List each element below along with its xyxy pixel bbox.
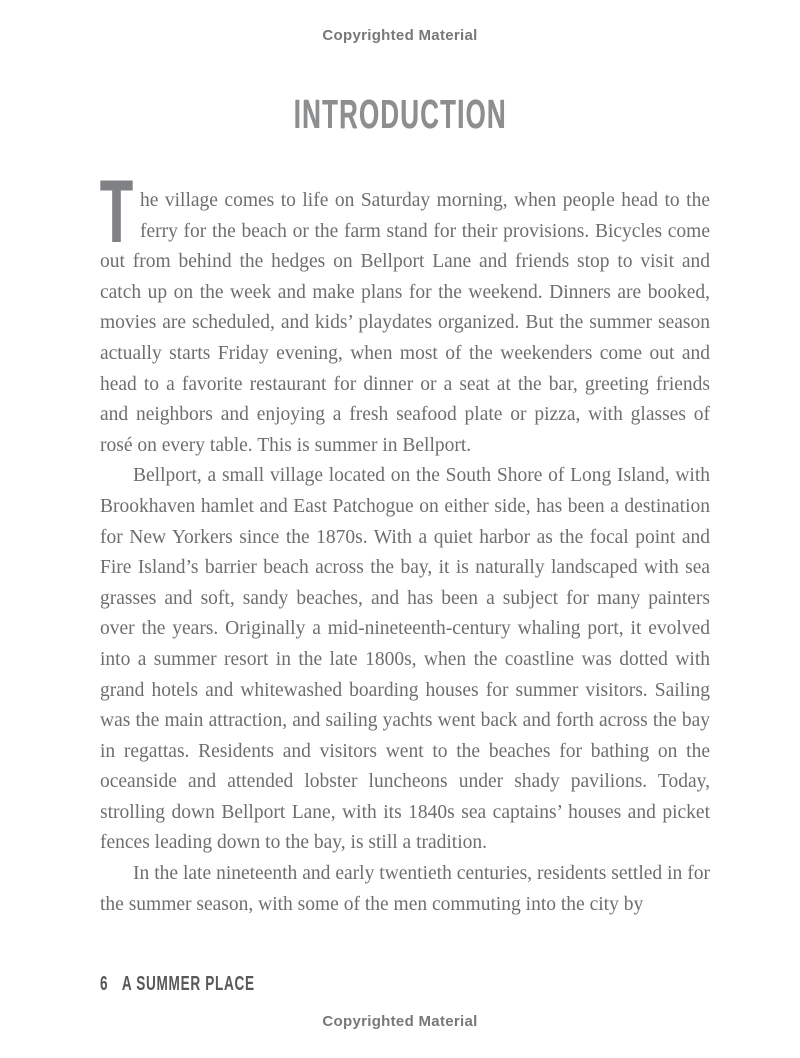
body-text (100, 161, 710, 920)
drop-cap-letter: T (100, 161, 133, 261)
page-footer (100, 974, 328, 995)
page-number: 6 (100, 973, 109, 995)
running-title: A SUMMER PLACE (121, 973, 255, 995)
paragraph-3: In the late nineteenth and early twentieth centuries, residents settled in for the summer season, with some of the men commuting into the city by (100, 863, 710, 915)
paragraph-1 (100, 161, 710, 461)
running-header (100, 974, 255, 994)
chapter-title: INTRODUCTION (293, 91, 507, 137)
paragraph-1-text: he village comes to life on Saturday morning, when people head to the ferry for the beach or the farm stand for their provisions. Bicycles come out from behind the hedges on Bellport Lane and friends stop to visit and catch up on the week and make plans for the weekend. Dinners are booked, movies are scheduled, and kids’ playdates organized. But the summer season actually starts Friday evening, when most of the weekenders come out and head to a favorite restaurant for dinner or a seat at the bar, greeting friends and neighbors and enjoying a fresh seafood plate or pizza, with glasses of rosé on every table. This is summer in Bellport. (100, 190, 710, 456)
paragraph-2: Bellport, a small village located on the South Shore of Long Island, with Brookhaven hamlet and East Patchogue on either side, has been a destination for New Yorkers since the 1870s. With a quiet harbor as the focal point and Fire Island’s barrier beach across the bay, it is naturally landscaped with sea grasses and soft, sandy beaches, and has been a subject for many painters over the years. Originally a mid-nineteenth-century whaling port, it evolved into a summer resort in the late 1800s, when the coastline was dotted with grand hotels and whitewashed boarding houses for summer visitors. Sailing was the main attraction, and sailing yachts went back and forth across the bay in regattas. Residents and visitors went to the beaches for bathing on the oceanside and attended lobster luncheons under shady pavilions. Today, strolling down Bellport Lane, with its 1840s sea captains’ houses and picket fences leading down to the bay, is still a tradition. (100, 465, 710, 854)
copyright-notice-top: Copyrighted Material (322, 27, 478, 44)
drop-cap (100, 161, 134, 261)
chapter-title-wrap (0, 91, 800, 137)
copyright-notice-bottom: Copyrighted Material (322, 1013, 478, 1030)
